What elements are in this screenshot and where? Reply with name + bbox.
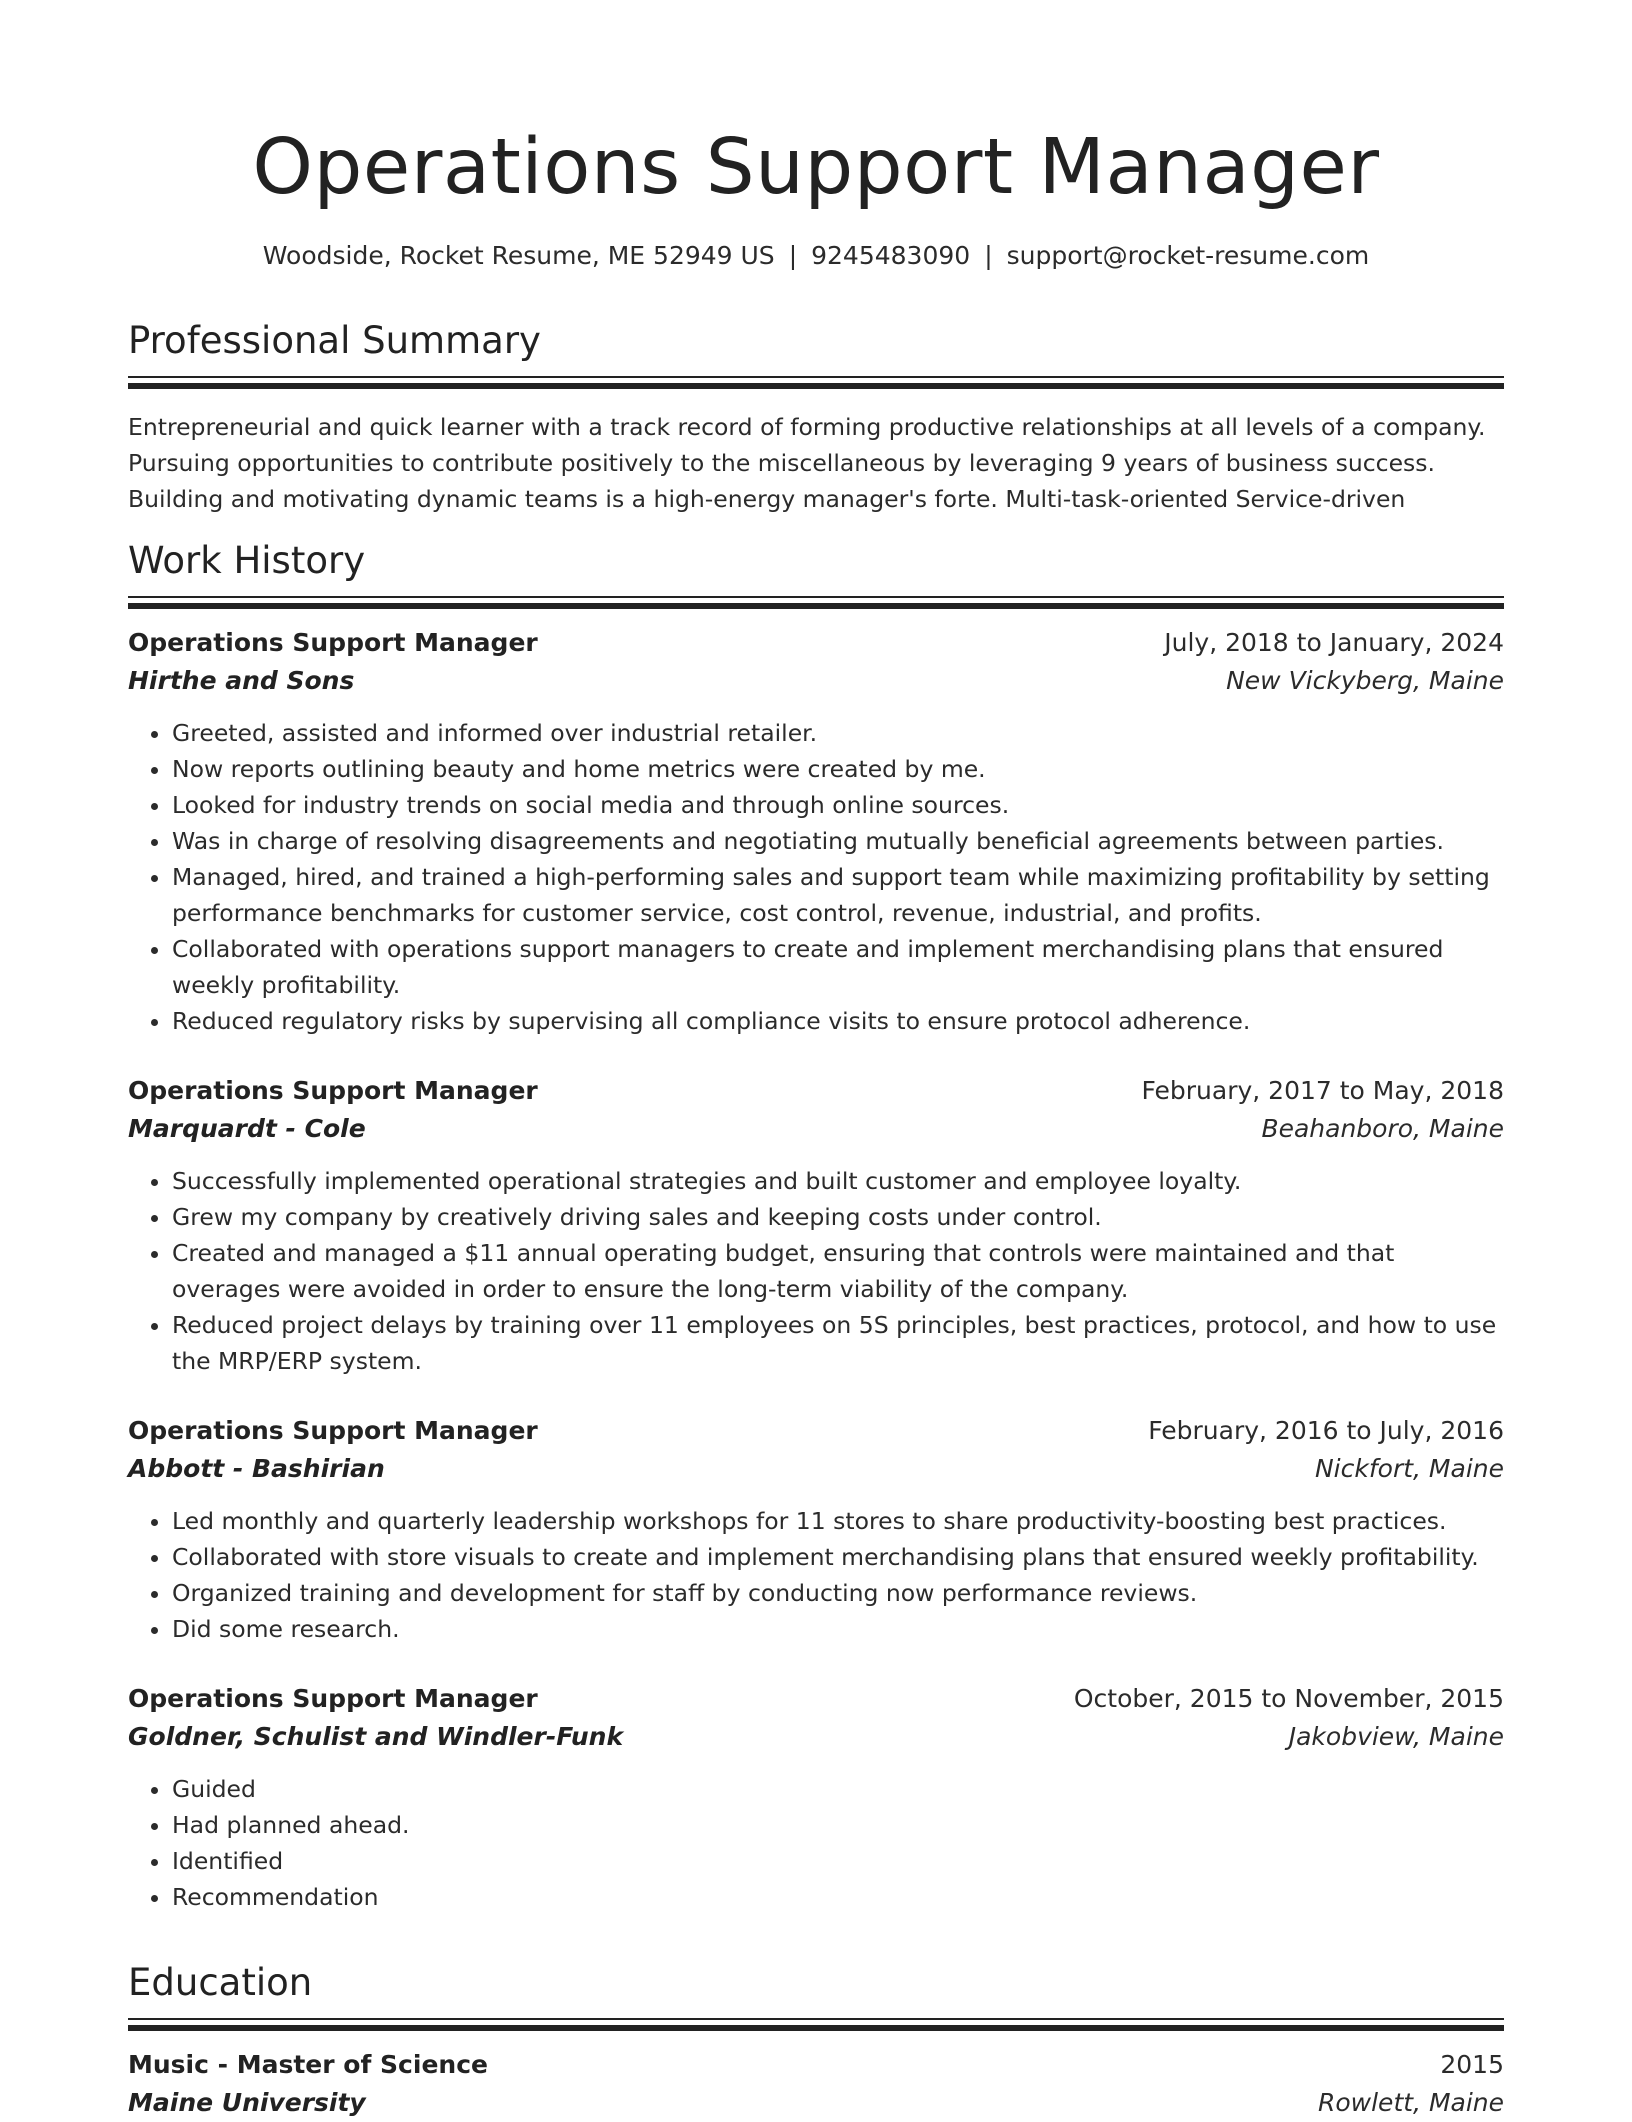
job-company: Goldner, Schulist and Windler-Funk [128,1722,624,1751]
education-section [128,1958,1504,2122]
contact-line [0,238,1632,274]
contact-phone: 9245483090 [811,241,971,270]
job-bullet: • Reduced project delays by training over 11 employees on 5S principles, best practices, protocol, and how to use the MRP/ERP system. [172,1307,1504,1379]
job-entry [128,1680,1504,1915]
work-history-section [128,536,1504,1915]
job-bullet: • Managed, hired, and trained a high-performing sales and support team while maximizing profitability by setting performance benchmarks for customer service, cost control, revenue, industrial, and profits. [172,859,1504,931]
job-entry [128,1072,1504,1379]
job-bullet: • Looked for industry trends on social media and through online sources. [172,787,1504,823]
section-divider [128,2018,1504,2031]
education-degree: Music - Master of Science [128,2050,488,2079]
job-title: Operations Support Manager [128,628,538,657]
job-bullet: • Led monthly and quarterly leadership workshops for 11 stores to share productivity-boosting best practices. [172,1503,1504,1539]
job-bullet: • Organized training and development for staff by conducting now performance reviews. [172,1575,1504,1611]
section-title-work-history: Work History [128,539,366,582]
section-title-education: Education [128,1961,313,2004]
job-dates: February, 2017 to May, 2018 [1141,1076,1504,1105]
job-bullets [128,1771,1504,1915]
job-company: Hirthe and Sons [128,666,355,695]
job-location: Nickfort, Maine [1314,1454,1504,1483]
job-bullet: • Guided [172,1771,1504,1807]
job-entry [128,1412,1504,1647]
job-bullet: • Was in charge of resolving disagreements and negotiating mutually beneficial agreements between parties. [172,823,1504,859]
job-bullet: • Reduced regulatory risks by supervising all compliance visits to ensure protocol adherence. [172,1003,1504,1039]
job-bullets [128,1163,1504,1379]
job-bullets [128,1503,1504,1647]
job-bullet: • Collaborated with operations support managers to create and implement merchandising plans that ensured weekly profitability. [172,931,1504,1003]
job-company: Marquardt - Cole [128,1114,366,1143]
education-school: Maine University [128,2088,366,2117]
section-title-summary: Professional Summary [128,319,541,362]
resume-name-heading: Operations Support Manager [252,123,1380,212]
job-dates: July, 2018 to January, 2024 [1164,628,1504,657]
job-location: Beahanboro, Maine [1261,1114,1504,1143]
job-dates: February, 2016 to July, 2016 [1148,1416,1504,1445]
job-company: Abbott - Bashirian [128,1454,385,1483]
job-entry [128,624,1504,1039]
contact-separator: | [788,241,798,270]
contact-address: Woodside, Rocket Resume, ME 52949 US [262,241,775,270]
job-bullet: • Successfully implemented operational strategies and built customer and employee loyalty. [172,1163,1504,1199]
job-bullet: • Grew my company by creatively driving sales and keeping costs under control. [172,1199,1504,1235]
job-bullet: • Did some research. [172,1611,1504,1647]
summary-section [128,316,1504,517]
contact-separator: | [984,241,993,270]
job-bullet: • Now reports outlining beauty and home metrics were created by me. [172,751,1504,787]
job-location: Jakobview, Maine [1288,1722,1504,1751]
job-title: Operations Support Manager [128,1076,538,1105]
job-dates: October, 2015 to November, 2015 [1073,1684,1504,1713]
job-bullet: • Identified [172,1843,1504,1879]
job-bullet: • Greeted, assisted and informed over industrial retailer. [172,715,1504,751]
education-year: 2015 [1440,2050,1504,2079]
job-bullet: • Recommendation [172,1879,1504,1915]
job-title: Operations Support Manager [128,1684,538,1713]
job-title: Operations Support Manager [128,1416,538,1445]
education-location: Rowlett, Maine [1318,2088,1504,2117]
job-location: New Vickyberg, Maine [1226,666,1504,695]
section-divider [128,596,1504,609]
job-bullet: • Created and managed a $11 annual operating budget, ensuring that controls were maintained and that overages were avoided in order to ensure the long-term viability of the company. [172,1235,1504,1307]
contact-email: support@rocket-resume.com [1006,241,1370,270]
job-bullet: • Had planned ahead. [172,1807,1504,1843]
job-bullet: • Collaborated with store visuals to create and implement merchandising plans that ensured weekly profitability. [172,1539,1504,1575]
education-entry [128,2046,1504,2122]
summary-text: Entrepreneurial and quick learner with a track record of forming productive relationships at all levels of a company. Pursuing opportunities to contribute positively to the miscellaneous by leveraging 9 years of business success. Building and motivating dynamic teams is a high-energy manager's forte. Multi-task-oriented Service-driven [128,413,1486,513]
job-bullets [128,715,1504,1039]
section-divider [128,376,1504,389]
